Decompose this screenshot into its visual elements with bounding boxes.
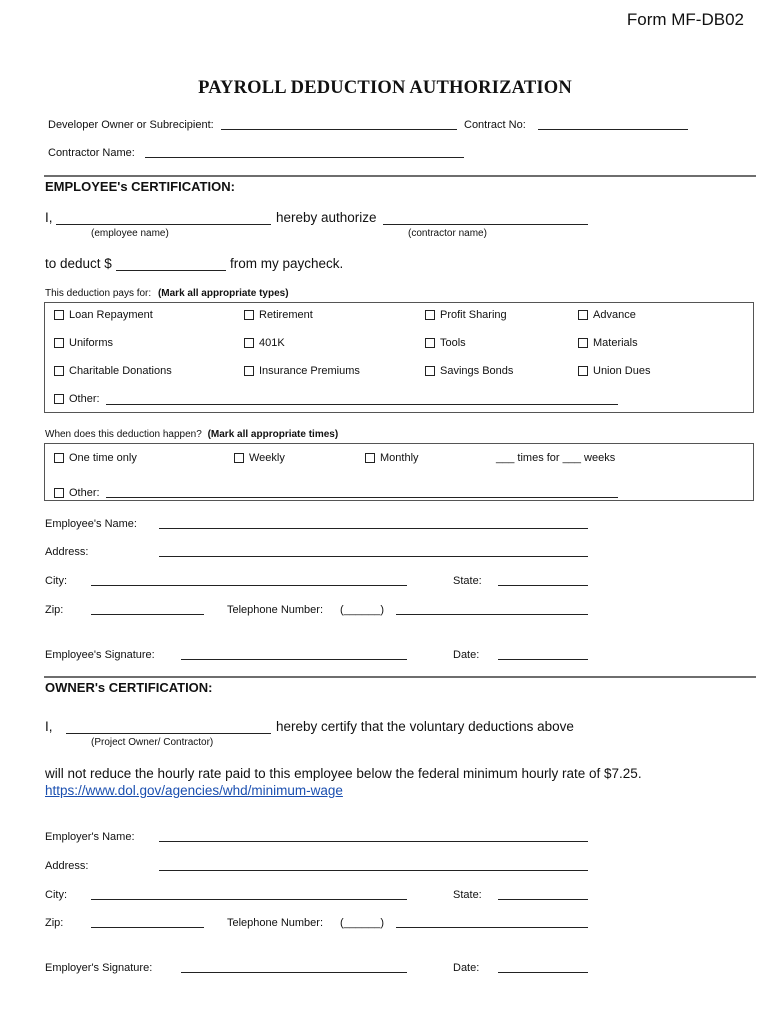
type-label: Profit Sharing (440, 309, 507, 321)
other-time-field[interactable] (106, 497, 618, 498)
type-label: Advance (593, 309, 636, 321)
employer-state-label: State: (453, 889, 482, 901)
employee-name-input[interactable] (159, 528, 588, 529)
contract-no-field[interactable] (538, 129, 688, 130)
checkbox-insurance-premiums[interactable] (244, 366, 254, 376)
employer-address-input[interactable] (159, 870, 588, 871)
checkbox-profit-sharing[interactable] (425, 310, 435, 320)
employee-state-input[interactable] (498, 585, 588, 586)
employee-telephone-input[interactable] (396, 614, 588, 615)
checkbox-tools[interactable] (425, 338, 435, 348)
other-time-label: Other: (69, 487, 100, 499)
employer-telephone-input[interactable] (396, 927, 588, 928)
time-label: Weekly (249, 452, 285, 464)
dol-minimum-wage-link[interactable]: https://www.dol.gov/agencies/whd/minimum-wage (45, 783, 343, 798)
checkbox-union-dues[interactable] (578, 366, 588, 376)
employer-date-field[interactable] (498, 972, 588, 973)
when-label (45, 429, 338, 440)
owner-i-prefix: I, (45, 719, 53, 734)
employee-cert-heading: EMPLOYEE's CERTIFICATION: (45, 179, 235, 194)
employee-area-code[interactable]: (______) (340, 604, 385, 616)
type-label: 401K (259, 337, 285, 349)
checkbox-one-time-only[interactable] (54, 453, 64, 463)
checkbox-401k[interactable] (244, 338, 254, 348)
when-hint: (Mark all appropriate times) (207, 429, 339, 440)
contractor-name-sign-field[interactable] (383, 224, 588, 225)
employee-zip-label: Zip: (45, 604, 64, 616)
developer-owner-field[interactable] (221, 129, 457, 130)
employee-i-prefix: I, (45, 210, 53, 225)
employer-city-input[interactable] (91, 899, 407, 900)
checkbox-charitable-donations[interactable] (54, 366, 64, 376)
checkbox-advance[interactable] (578, 310, 588, 320)
employer-address-label: Address: (45, 860, 89, 872)
employee-zip-input[interactable] (91, 614, 204, 615)
employee-city-input[interactable] (91, 585, 407, 586)
time-label: Monthly (380, 452, 419, 464)
type-label: Retirement (259, 309, 313, 321)
contract-no-label: Contract No: (464, 119, 526, 131)
pays-for-hint: (Mark all appropriate types) (157, 288, 289, 299)
employee-date-label: Date: (453, 649, 480, 661)
employee-name-caption: (employee name) (91, 228, 169, 239)
contractor-name-label: Contractor Name: (48, 147, 135, 159)
other-type-field[interactable] (106, 404, 618, 405)
employer-state-input[interactable] (498, 899, 588, 900)
when-text: When does this deduction happen? (45, 429, 202, 440)
form-id: Form MF-DB02 (626, 10, 744, 29)
type-label: Uniforms (69, 337, 114, 349)
checkbox-materials[interactable] (578, 338, 588, 348)
employer-telephone-label: Telephone Number: (227, 917, 324, 929)
page-title: PAYROLL DEDUCTION AUTHORIZATION (198, 78, 572, 98)
type-label: Union Dues (593, 365, 651, 377)
employee-city-label: City: (45, 575, 67, 587)
checkbox-monthly[interactable] (365, 453, 375, 463)
minimum-wage-statement: will not reduce the hourly rate paid to this employee below the federal minimum hourly rate of $7.25. (45, 766, 642, 781)
owner-caption: (Project Owner/ Contractor) (91, 737, 214, 748)
employee-address-input[interactable] (159, 556, 588, 557)
employer-date-label: Date: (453, 962, 480, 974)
employee-telephone-label: Telephone Number: (227, 604, 324, 616)
type-label: Charitable Donations (69, 365, 172, 377)
checkbox-other-type[interactable] (54, 394, 64, 404)
employee-signature-label: Employee's Signature: (45, 649, 155, 661)
deduct-amount-field[interactable] (116, 270, 226, 271)
times-for-weeks-text: ___ times for ___ weeks (496, 452, 616, 464)
employee-name-label: Employee's Name: (45, 518, 137, 530)
checkbox-retirement[interactable] (244, 310, 254, 320)
employer-signature-label: Employer's Signature: (45, 962, 153, 974)
checkbox-savings-bonds[interactable] (425, 366, 435, 376)
type-label: Tools (440, 337, 466, 349)
hereby-authorize-text: hereby authorize (276, 210, 377, 225)
checkbox-weekly[interactable] (234, 453, 244, 463)
employer-name-input[interactable] (159, 841, 588, 842)
employer-signature-field[interactable] (181, 972, 407, 973)
time-label: One time only (69, 452, 137, 464)
employer-name-label: Employer's Name: (45, 831, 135, 843)
employer-zip-label: Zip: (45, 917, 64, 929)
contractor-name-field[interactable] (145, 157, 464, 158)
pays-for-text: This deduction pays for: (45, 288, 152, 299)
pays-for-label (45, 288, 289, 299)
contractor-name-caption: (contractor name) (408, 228, 487, 239)
checkbox-other-time[interactable] (54, 488, 64, 498)
employer-area-code[interactable]: (______) (340, 917, 385, 929)
employee-signature-field[interactable] (181, 659, 407, 660)
type-label: Savings Bonds (440, 365, 514, 377)
type-label: Insurance Premiums (259, 365, 360, 377)
type-label: Materials (593, 337, 638, 349)
employee-name-field[interactable] (56, 224, 271, 225)
employer-zip-input[interactable] (91, 927, 204, 928)
other-type-label: Other: (69, 393, 100, 405)
type-label: Loan Repayment (69, 309, 153, 321)
checkbox-uniforms[interactable] (54, 338, 64, 348)
owner-name-sign-field[interactable] (66, 733, 271, 734)
owner-cert-heading: OWNER's CERTIFICATION: (45, 680, 213, 695)
employee-date-field[interactable] (498, 659, 588, 660)
section-divider (44, 175, 756, 177)
developer-owner-label: Developer Owner or Subrecipient: (48, 119, 214, 131)
owner-certify-text: hereby certify that the voluntary deductions above (276, 719, 574, 734)
to-deduct-text: to deduct $ (45, 256, 112, 271)
checkbox-loan-repayment[interactable] (54, 310, 64, 320)
employee-address-label: Address: (45, 546, 89, 558)
from-paycheck-text: from my paycheck. (230, 256, 344, 271)
section-divider (44, 676, 756, 678)
employer-city-label: City: (45, 889, 67, 901)
employee-state-label: State: (453, 575, 482, 587)
